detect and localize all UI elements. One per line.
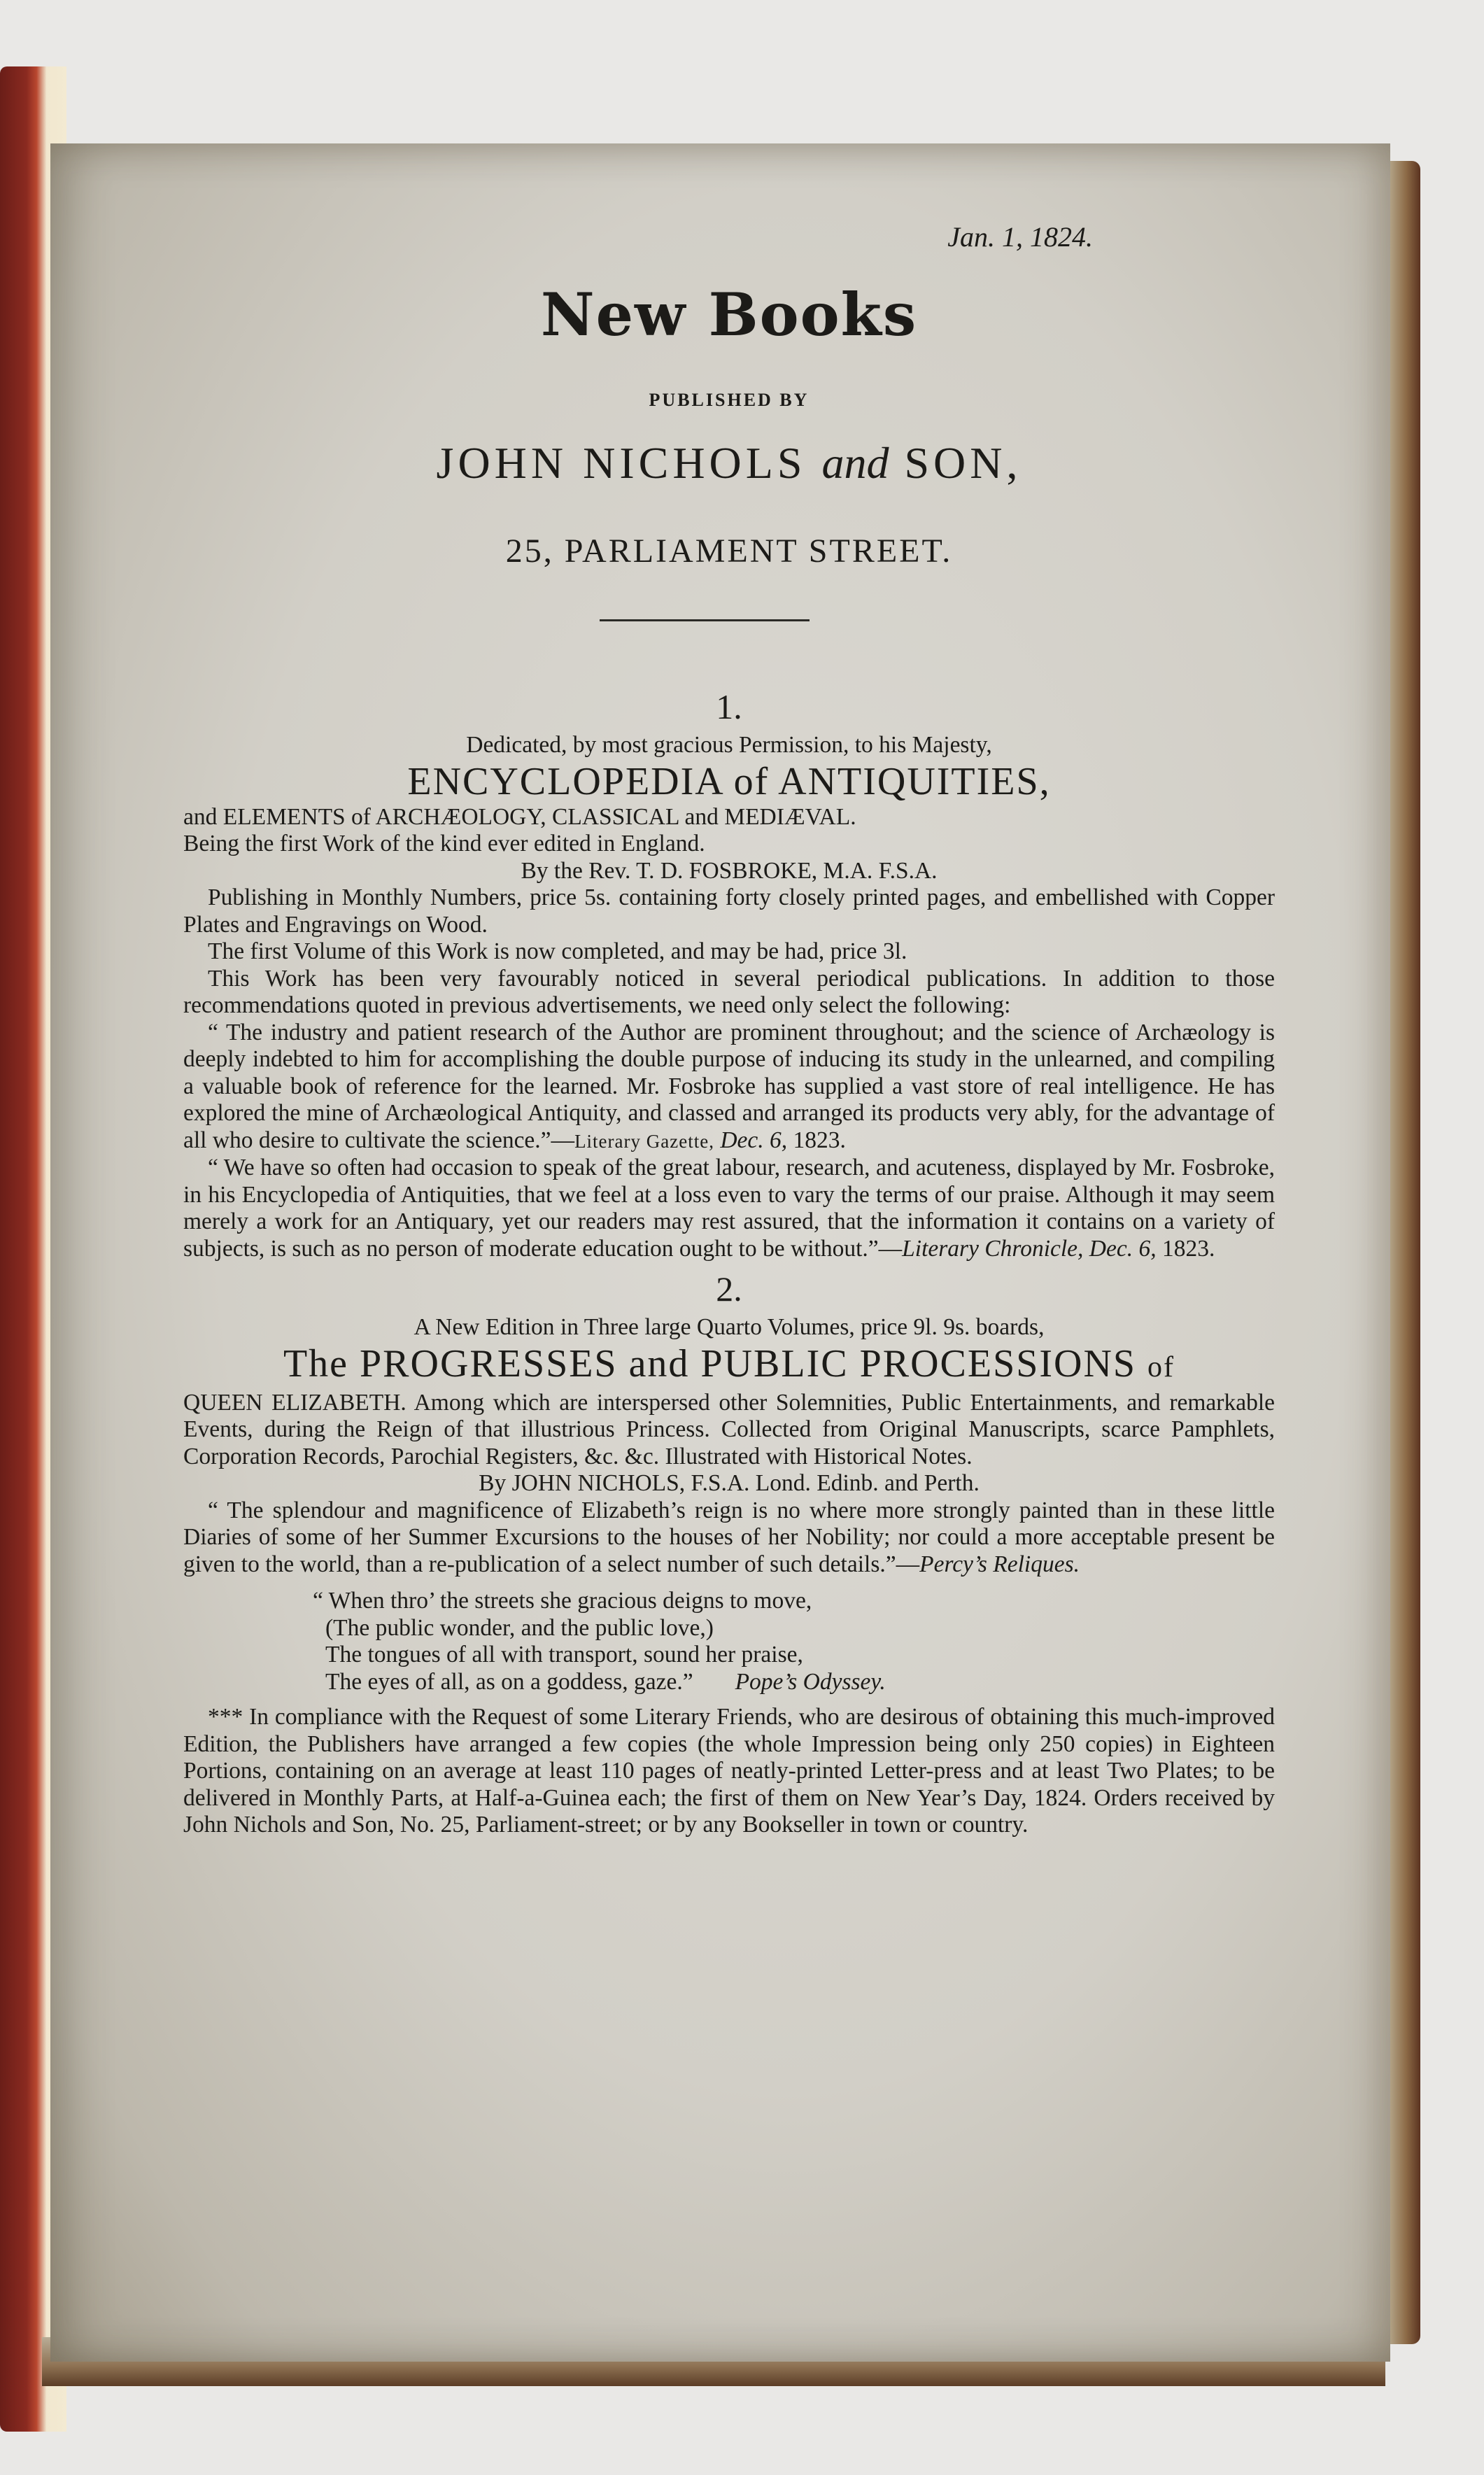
heading-main: PROGRESSES and PUBLIC PROCESSIONS [360, 1341, 1137, 1385]
quote-year: 1823. [1161, 1235, 1215, 1262]
page-title: New Books [540, 280, 918, 349]
verse-line: The eyes of all, as on a goddess, gaze.” Pope’s Odyssey. [325, 1668, 886, 1695]
item-paragraph: This Work has been very favourably noticed in several periodical publications. In addition to those recommendations quoted in previous advertisements, we need only select the following: [183, 965, 1275, 1018]
quote-text: “ The industry and patient research of the Author are prominent throughout; and the science of Archæology is deeply indebted to him for accomplishing the double purpose of inducing its study in the unlearned, and compiling a valuable book of reference for the learned. Mr. Fosbroke has supplied a vast store of real intelligence. He has explored the mine of Archæological Antiquity, and classed and arranged its products very ably, for the advantage of all who desire to cultivate the science.”— [183, 1019, 1275, 1153]
heading-of: of [1147, 1351, 1175, 1383]
heading-the: The [283, 1341, 348, 1385]
item-number: 1. [716, 687, 742, 726]
verse-source: Pope’s Odyssey. [735, 1668, 886, 1695]
publisher-left: JOHN NICHOLS [436, 438, 807, 488]
verse-line: (The public wonder, and the public love,) [325, 1614, 714, 1641]
quote-source: Percy’s Reliques. [919, 1551, 1080, 1577]
verse-line: The tongues of all with transport, sound her praise, [325, 1642, 803, 1667]
printed-page [50, 143, 1390, 2362]
publisher-and: and [821, 438, 889, 488]
quote-text: “ The splendour and magnificence of Elizabeth’s reign is no where more strongly painted than in these little Diaries of some of her Summer Excursions to the houses of her Nobility; nor could a more acceptable present be given to the world, than a re-publication of a select number of such details.”— [183, 1497, 1275, 1577]
item-heading: ENCYCLOPEDIA of ANTIQUITIES, [407, 759, 1051, 803]
review-quote [183, 1497, 1275, 1579]
item-heading [183, 1341, 1275, 1390]
review-quote [183, 1155, 1275, 1262]
item-edition: A New Edition in Three large Quarto Volumes, price 9l. 9s. boards, [414, 1314, 1045, 1340]
divider-rule [600, 619, 810, 621]
publisher-address: 25, PARLIAMENT STREET. [505, 533, 953, 570]
publisher-name [183, 437, 1275, 489]
item-description: QUEEN ELIZABETH. Among which are interspersed other Solemnities, Public Entertainments, and remarkable Events, during the Reign of that illustrious Princess. Collected from Original Manuscripts, scarce Pamphlets, Corporation Records, Parochial Registers, &c. &c. Illustrated with Historical Notes. [183, 1389, 1275, 1469]
published-by-label: PUBLISHED BY [649, 390, 810, 410]
quote-source: Literary Chronicle, Dec. 6, [902, 1235, 1157, 1262]
page-date: Jan. 1, 1824. [947, 221, 1093, 253]
item-dedication: Dedicated, by most gracious Permission, to his Majesty, [466, 732, 992, 758]
item-paragraph: The first Volume of this Work is now completed, and may be had, price 3l. [208, 938, 907, 964]
item-number: 2. [716, 1269, 742, 1309]
item-author: By the Rev. T. D. FOSBROKE, M.A. F.S.A. [521, 857, 938, 884]
verse-line: “ When thro’ the streets she gracious deigns to move, [313, 1588, 812, 1614]
item-subheading: and ELEMENTS of ARCHÆOLOGY, CLASSICAL and MEDIÆVAL. [183, 803, 856, 830]
quote-text: “ We have so often had occasion to speak of the great labour, research, and acuteness, displayed by Mr. Fosbroke, in his Encyclopedia of Antiquities, that we feel at a loss even to vary the terms of our praise. Although it may seem merely a work for an Antiquary, yet our readers may rest assured, that the information it contains on a variety of subjects, is such as no person of moderate education ought to be without.”— [183, 1155, 1275, 1262]
item-subheading-2: Being the first Work of the kind ever edited in England. [183, 831, 705, 856]
listing-body [183, 686, 1275, 1839]
publisher-note: *** In compliance with the Request of some Literary Friends, who are desirous of obtaining this much-improved Edition, the Publishers have arranged a few copies (the whole Impression being only 250 copies) in Eighteen Portions, containing on an average at least 110 pages of neatly-printed Letter-press and at least Two Plates; to be delivered in Monthly Parts, at Half-a-Guinea each; the first of them on New Year’s Day, 1824. Orders received by John Nichols and Son, No. 25, Parliament-street; or by any Bookseller in town or country. [183, 1704, 1275, 1838]
quote-date: Dec. 6, [720, 1127, 788, 1153]
quote-source: Literary Gazette, [574, 1130, 714, 1152]
publisher-right: SON, [904, 438, 1022, 488]
item-author: By JOHN NICHOLS, F.S.A. Lond. Edinb. and Perth. [479, 1470, 980, 1496]
quote-year: 1823. [793, 1127, 846, 1153]
review-quote [183, 1020, 1275, 1155]
item-paragraph: Publishing in Monthly Numbers, price 5s. containing forty closely printed pages, and embellished with Copper Plates and Engravings on Wood. [183, 884, 1275, 938]
verse-block [313, 1588, 1275, 1695]
